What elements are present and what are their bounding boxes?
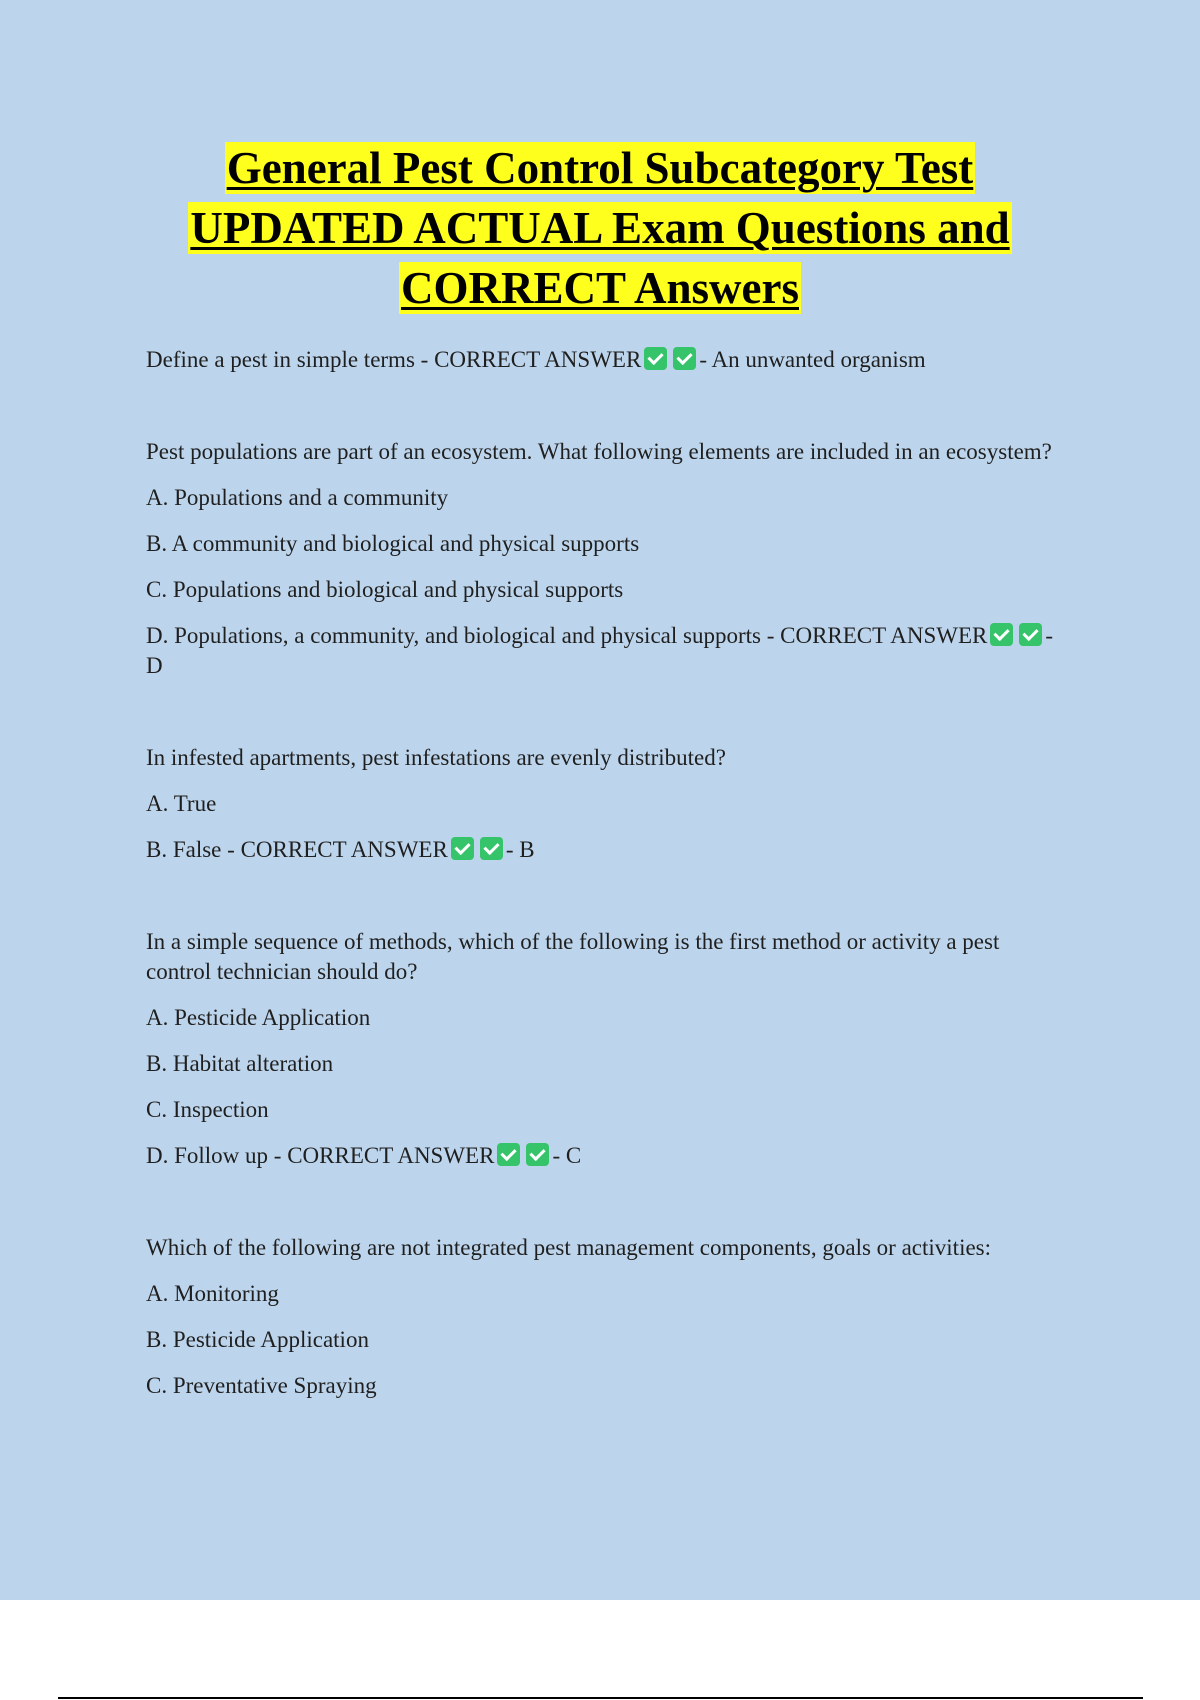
correct-answer-label: CORRECT ANSWER xyxy=(287,1143,495,1168)
question-2-option-c: C. Populations and biological and physical supports xyxy=(146,577,624,602)
correct-answer-label: CORRECT ANSWER xyxy=(780,623,988,648)
check-icon xyxy=(497,1143,520,1166)
question-3-answer: - B xyxy=(505,837,535,862)
question-5-text: Which of the following are not integrated pest management components, goals or activities: xyxy=(146,1235,992,1260)
document-title xyxy=(0,142,1200,322)
check-icon xyxy=(526,1143,549,1166)
question-2-option-b: B. A community and biological and physical supports xyxy=(146,531,640,556)
check-icon xyxy=(451,837,474,860)
question-3-option-b xyxy=(146,835,1066,865)
check-icon xyxy=(644,347,667,370)
title-line-2: UPDATED ACTUAL Exam Questions and xyxy=(190,203,1010,253)
question-1-answer: - An unwanted organism xyxy=(699,347,926,372)
question-1-text: Define a pest in simple terms - xyxy=(146,347,435,372)
check-icon xyxy=(480,837,503,860)
question-3-text: In infested apartments, pest infestations are evenly distributed? xyxy=(146,745,726,770)
correct-answer-label: CORRECT ANSWER xyxy=(240,837,448,862)
question-3-option-b-text: B. False - xyxy=(146,837,241,862)
question-list xyxy=(146,345,1066,1417)
question-5-option-b: B. Pesticide Application xyxy=(146,1327,369,1352)
question-4-text: In a simple sequence of methods, which of the following is the first method or activity a pest control technician should do? xyxy=(146,929,1000,984)
question-2-text: Pest populations are part of an ecosystem. What following elements are included in an ecosystem? xyxy=(146,439,1052,464)
question-4-option-d-text: D. Follow up - xyxy=(146,1143,288,1168)
check-icon xyxy=(673,347,696,370)
question-1 xyxy=(146,345,1066,375)
question-5-option-a: A. Monitoring xyxy=(146,1281,279,1306)
question-4-option-c: C. Inspection xyxy=(146,1097,269,1122)
footer-divider xyxy=(58,1697,1143,1699)
question-2-option-a: A. Populations and a community xyxy=(146,485,449,510)
question-4-option-d xyxy=(146,1141,1066,1171)
title-line-3: CORRECT Answers xyxy=(401,263,799,313)
title-line-1: General Pest Control Subcategory Test xyxy=(226,143,974,193)
question-4-answer: - C xyxy=(552,1143,582,1168)
question-5-option-c: C. Preventative Spraying xyxy=(146,1373,377,1398)
question-2-option-d-text: D. Populations, a community, and biological and physical supports - xyxy=(146,623,781,648)
check-icon xyxy=(1019,623,1042,646)
question-4-option-a: A. Pesticide Application xyxy=(146,1005,371,1030)
check-icon xyxy=(990,623,1013,646)
question-3-option-a: A. True xyxy=(146,791,217,816)
question-2-option-d xyxy=(146,621,1066,681)
question-2-answer: - D xyxy=(146,623,1054,678)
correct-answer-label: CORRECT ANSWER xyxy=(434,347,642,372)
question-4-option-b: B. Habitat alteration xyxy=(146,1051,334,1076)
